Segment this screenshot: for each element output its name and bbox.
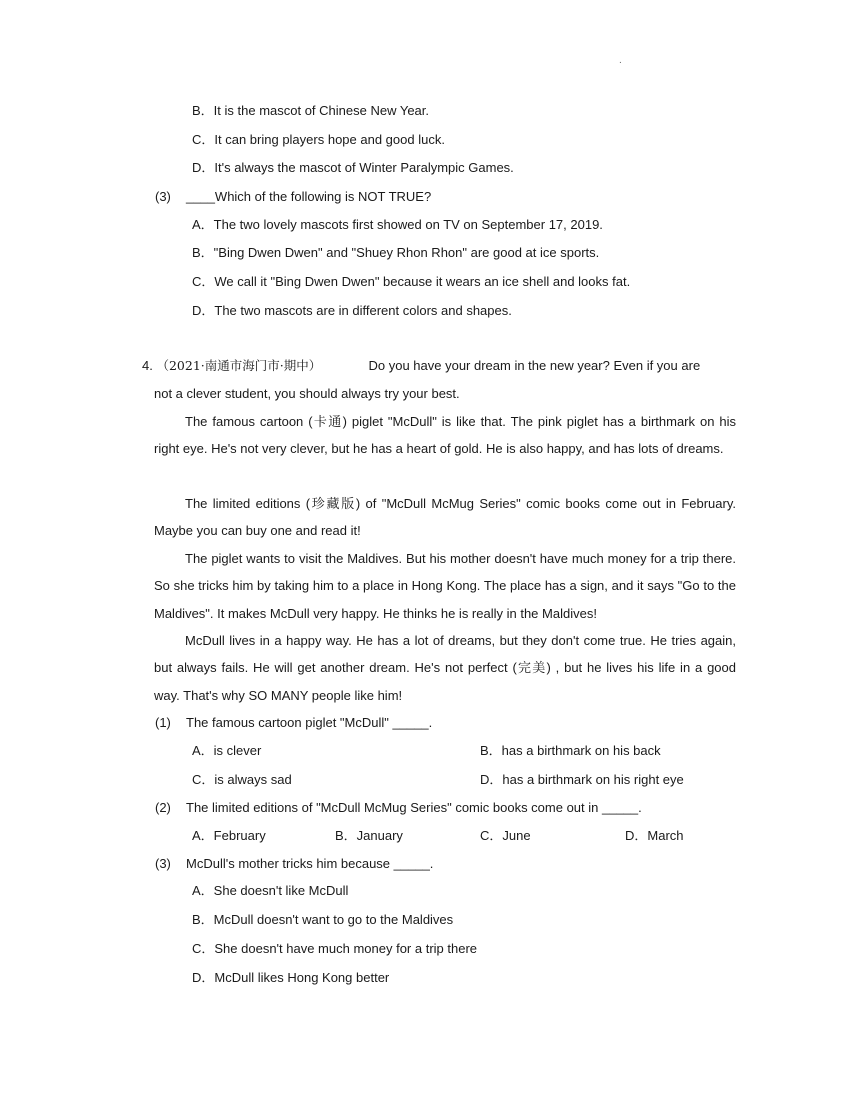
option: D．March [625, 828, 684, 843]
question-number: (3) [155, 189, 171, 204]
question-number: (3) [155, 856, 171, 871]
question-text: The limited editions of "McDull McMug Series" comic books come out in _____. [186, 800, 642, 815]
option: A．She doesn't like McDull [192, 883, 349, 898]
question-number: (1) [155, 715, 171, 730]
option: A．February [192, 828, 266, 843]
question-text: McDull's mother tricks him because _____. [186, 856, 434, 871]
option: B．"Bing Dwen Dwen" and "Shuey Rhon Rhon" are good at ice sports. [192, 245, 600, 260]
option: D．It's always the mascot of Winter Paralympic Games. [192, 160, 514, 175]
option: B．McDull doesn't want to go to the Maldives [192, 912, 454, 927]
option: B．January [335, 828, 403, 843]
header-mark: . [619, 55, 622, 66]
option: D．has a birthmark on his right eye [480, 772, 684, 787]
passage-intro-line2: not a clever student, you should always try your best. [154, 386, 460, 401]
question-source: （2021·南通市海门市·期中） [156, 358, 322, 373]
passage-paragraph: The famous cartoon (卡通) piglet "McDull" is like that. The pink piglet has a birthmark on his right eye. He's not very clever, but he has a heart of gold. He is also happy, and has lots of dreams. [154, 414, 736, 457]
option: B．has a birthmark on his back [480, 743, 661, 758]
passage-paragraph: The limited editions (珍藏版) of "McDull McMug Series" comic books come out in February. Maybe you can buy one and read it! [154, 496, 736, 539]
option: C．is always sad [192, 772, 292, 787]
passage-paragraph: McDull lives in a happy way. He has a lot of dreams, but they don't come true. He tries again, but always fails. He will get another dream. He's not perfect (完美) , but he lives his life in a good way. That's why SO MANY people like him! [154, 633, 736, 703]
passage-paragraph: The piglet wants to visit the Maldives. But his mother doesn't have much money for a trip there. So she tricks him by taking him to a place in Hong Kong. The place has a sign, and it says "Go to the Maldives". It makes McDull very happy. He thinks he is really in the Maldives! [154, 551, 736, 621]
option: C．She doesn't have much money for a trip there [192, 941, 478, 956]
option: A．is clever [192, 743, 262, 758]
question4-header [142, 357, 700, 375]
option: B．It is the mascot of Chinese New Year. [192, 103, 430, 118]
question-number: 4. [142, 358, 153, 373]
passage-intro-line1: Do you have your dream in the new year? Even if you are [368, 358, 701, 373]
option: C．It can bring players hope and good luck. [192, 132, 445, 147]
option: A．The two lovely mascots first showed on TV on September 17, 2019. [192, 217, 603, 232]
question-text: ____Which of the following is NOT TRUE? [186, 189, 432, 204]
option: C．June [480, 828, 531, 843]
question-text: The famous cartoon piglet "McDull" _____. [186, 715, 433, 730]
option: C．We call it "Bing Dwen Dwen" because it wears an ice shell and looks fat. [192, 274, 631, 289]
question-number: (2) [155, 800, 171, 815]
option: D．McDull likes Hong Kong better [192, 970, 390, 985]
option: D．The two mascots are in different colors and shapes. [192, 303, 512, 318]
